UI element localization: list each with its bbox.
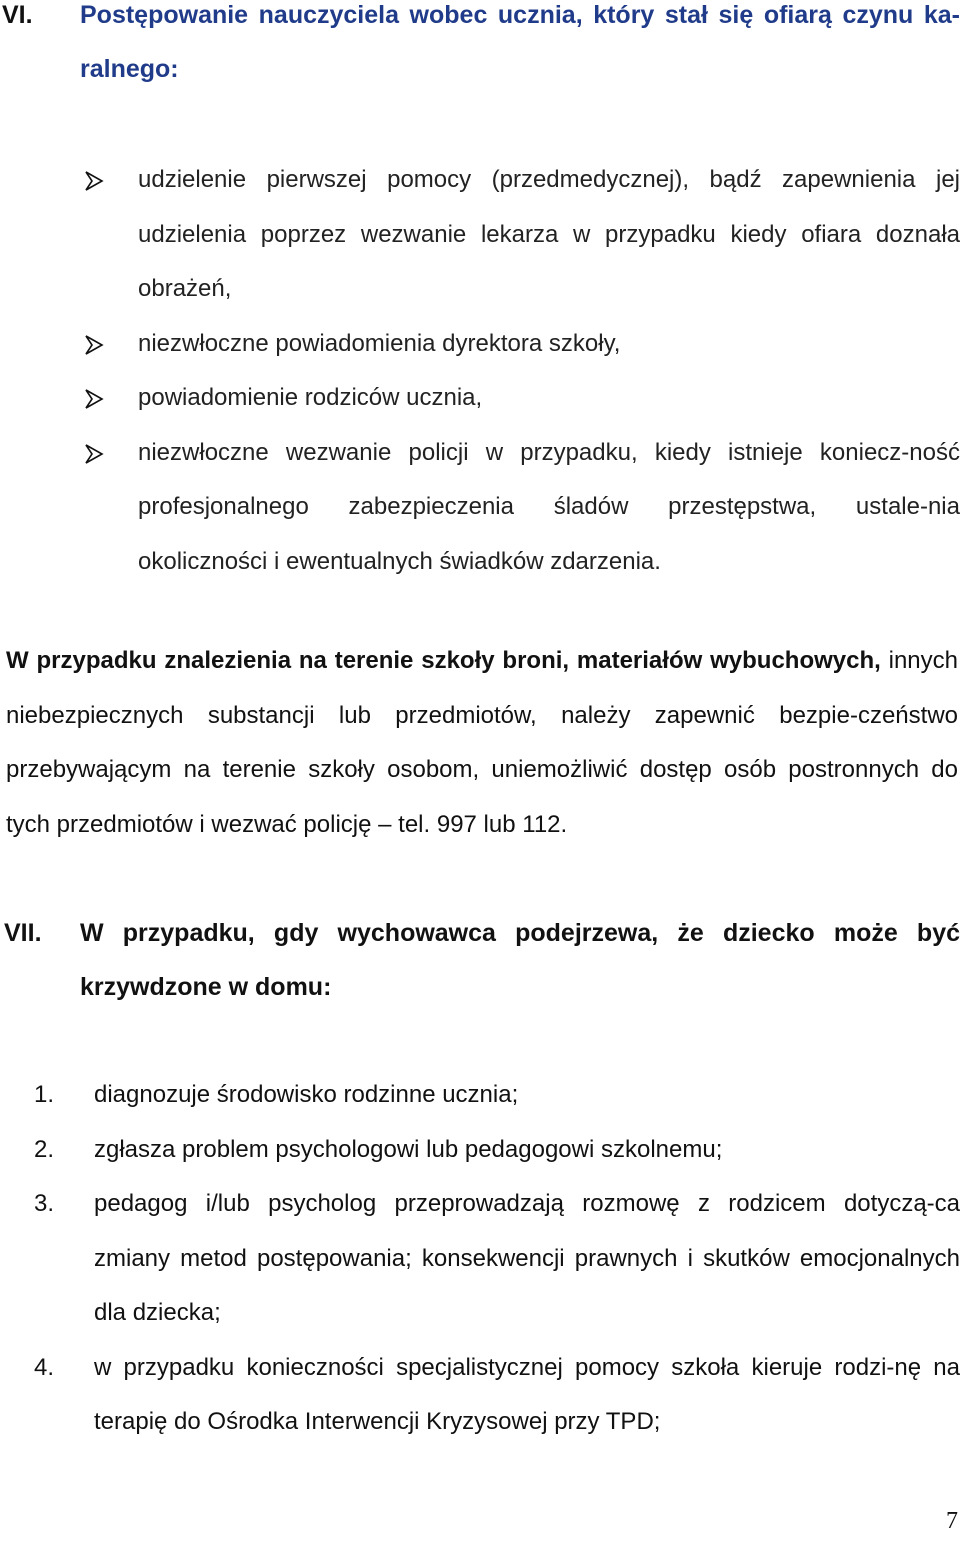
section-7-title: W przypadku, gdy wychowawca podejrzewa, że dziecko może być krzywdzone w domu: [80,919,960,1001]
list-item-text: w przypadku konieczności specjalistycznej pomocy szkoła kieruje rodzi-nę na terapię do Ośrodka Interwencji Kryzysowej przy TPD; [94,1353,960,1435]
page-number: 7 [946,1508,958,1534]
list-item [0,426,960,590]
paragraph-body: innych niebezpiecznych substancji lub przedmiotów, należy zapewnić bezpie-czeństwo przebywającym na terenie szkoły osobom, uniemożliwić dostęp osób postronnych do tych przedmiotów i wezwać policję – tel. 997 lub 112. [6,647,958,838]
paragraph-lead: W przypadku znalezienia na terenie szkoły broni, materiałów wybuchowych, [6,647,881,674]
list-item-number: 3. [34,1190,55,1217]
list-item [0,1177,960,1341]
list-item [0,1068,960,1123]
section-6-title: Postępowanie nauczyciela wobec ucznia, który stał się ofiarą czynu ka-ralnego: [80,1,960,83]
arrowhead-bullet-icon [84,335,104,355]
bullet-text: powiadomienie rodziców ucznia, [138,384,483,411]
list-item-number: 1. [34,1081,55,1108]
list-item-text: diagnozuje środowisko rodzinne ucznia; [94,1081,519,1108]
arrowhead-bullet-icon [84,444,104,464]
bullet-text: niezwłoczne powiadomienia dyrektora szkoły, [138,329,621,357]
list-item-number: 4. [34,1353,55,1381]
list-item-text: zgłasza problem psychologowi lub pedagogowi szkolnemu; [94,1135,723,1163]
arrowhead-bullet-icon [84,171,104,191]
list-item [0,371,960,426]
bullet-text: niezwłoczne wezwanie policji w przypadku, kiedy istnieje koniecz-ność profesjonalnego zabezpieczenia śladów przestępstwa, ustale-nia okoliczności i ewentualnych świadków zdarzenia. [138,438,960,575]
section-6-number: VI. [2,1,33,29]
list-item [0,317,960,372]
list-item [0,153,960,317]
section-7-numbered-list [0,1068,960,1450]
list-item-text: pedagog i/lub psycholog przeprowadzają rozmowę z rodzicem dotyczą-ca zmiany metod postępowania; konsekwencji prawnych i skutków emocjonalnych dla dziecka; [94,1190,960,1326]
arrowhead-bullet-icon [84,389,104,409]
weapon-found-paragraph [6,634,958,852]
list-item [0,1123,960,1178]
list-item-number: 2. [34,1135,55,1163]
section-7-number: VII. [4,919,42,947]
section-6-bullet-list [0,153,960,589]
list-item [0,1341,960,1450]
bullet-text: udzielenie pierwszej pomocy (przedmedycznej), bądź zapewnienia jej udzielenia poprzez wezwanie lekarza w przypadku kiedy ofiara doznała obrażeń, [138,166,960,302]
